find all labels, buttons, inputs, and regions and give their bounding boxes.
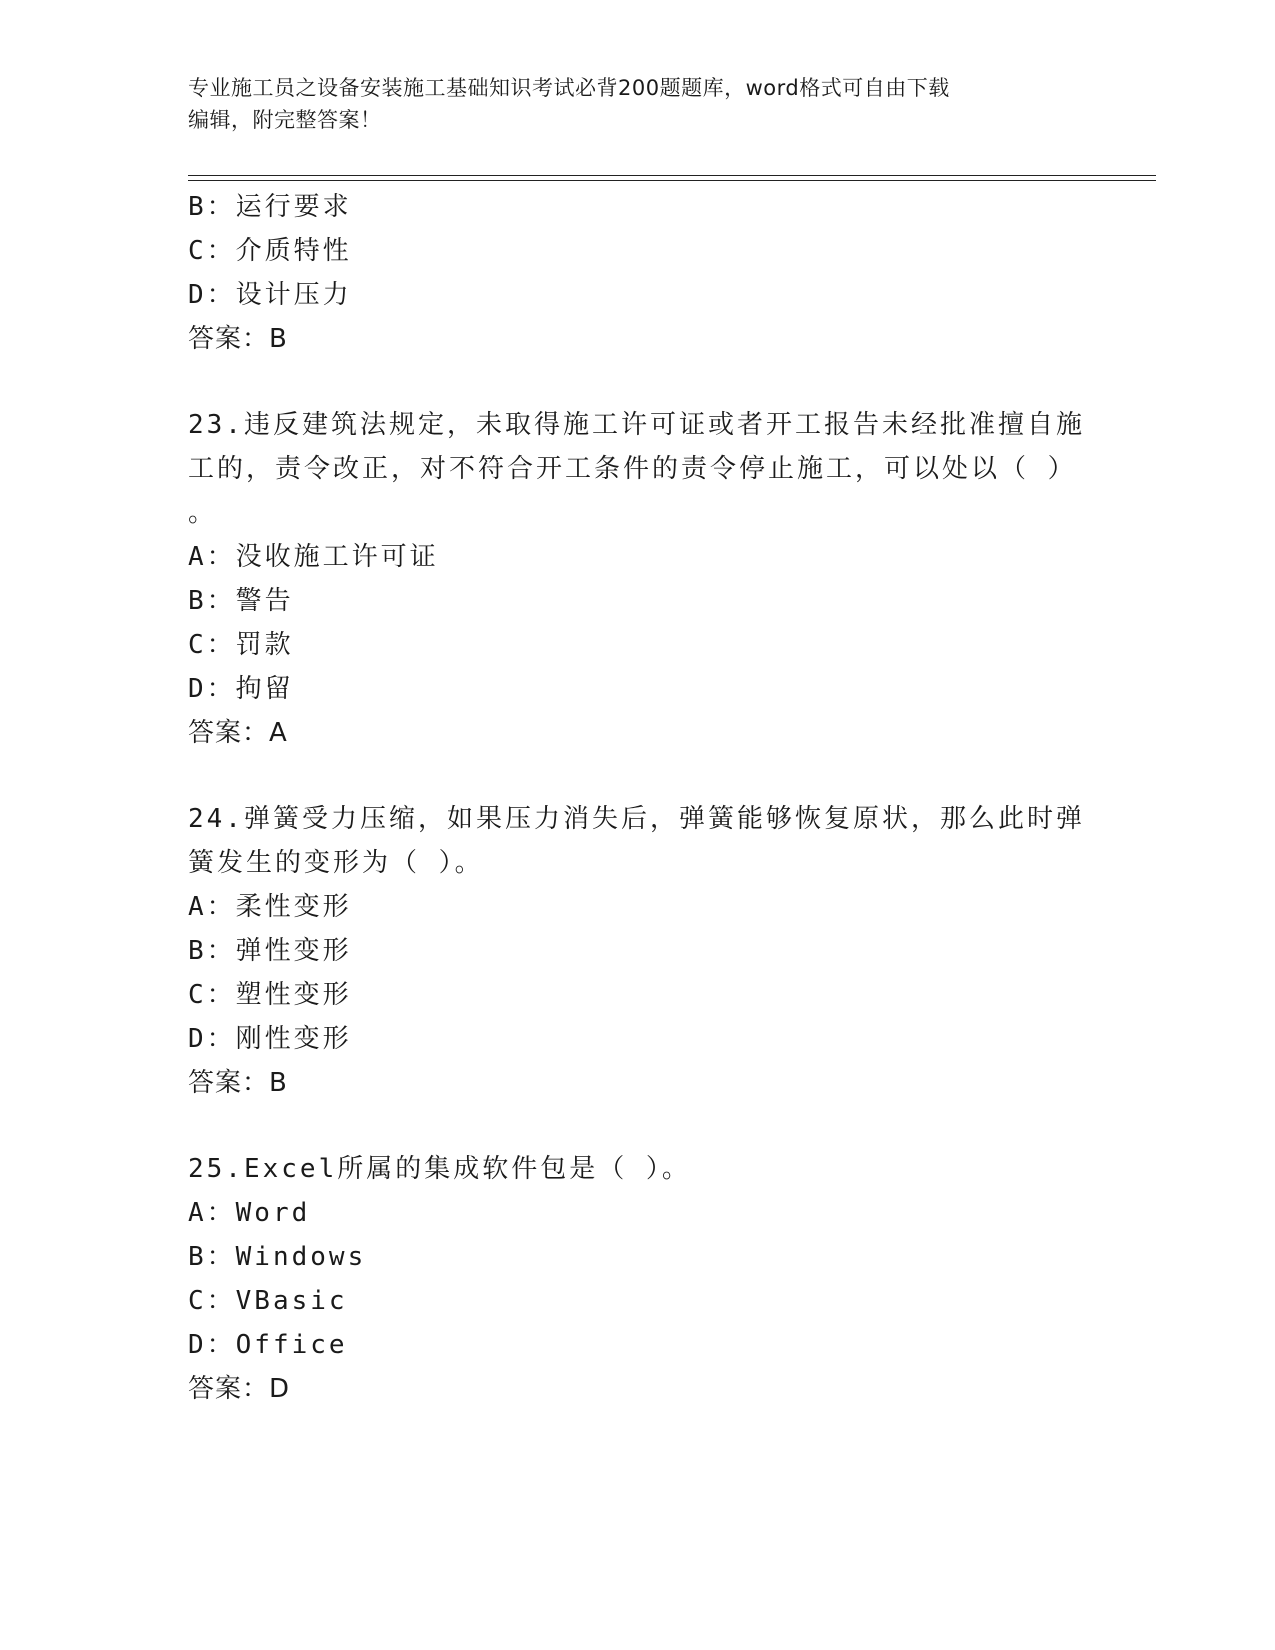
question-stem-line-2: 簧发生的变形为（ ）。	[188, 848, 484, 878]
option-d: D：设计压力	[188, 280, 352, 310]
option-b: B：警告	[188, 586, 294, 616]
header-divider-top	[188, 175, 1156, 176]
answer: 答案：B	[188, 324, 288, 354]
option-a: A：Word	[188, 1198, 311, 1228]
option-a: A：没收施工许可证	[188, 542, 439, 572]
option-c: C：塑性变形	[188, 980, 352, 1010]
option-c: C：罚款	[188, 630, 294, 660]
option-c: C：介质特性	[188, 236, 352, 266]
question-stem-line-1: 23.违反建筑法规定，未取得施工许可证或者开工报告未经批准擅自施	[188, 410, 1085, 440]
option-d: D：刚性变形	[188, 1024, 352, 1054]
answer: 答案：B	[188, 1068, 288, 1098]
answer: 答案：D	[188, 1374, 291, 1404]
question-stem-line-2: 工的，责令改正，对不符合开工条件的责令停止施工，可以处以（ ）	[188, 454, 1077, 484]
question-stem-line-1: 24.弹簧受力压缩，如果压力消失后，弹簧能够恢复原状，那么此时弹	[188, 804, 1085, 834]
header-title-line-2: 编辑，附完整答案！	[188, 108, 382, 132]
option-a: A：柔性变形	[188, 892, 352, 922]
option-b: B：运行要求	[188, 192, 352, 222]
header-divider-bottom	[188, 180, 1156, 181]
option-d: D：拘留	[188, 674, 294, 704]
option-b: B：Windows	[188, 1242, 367, 1272]
option-d: D：Office	[188, 1330, 348, 1360]
option-b: B：弹性变形	[188, 936, 352, 966]
question-stem-line-1: 25.Excel所属的集成软件包是（ ）。	[188, 1154, 691, 1184]
header-title-line-1: 专业施工员之设备安装施工基础知识考试必背200题题库，word格式可自由下载	[188, 76, 950, 100]
answer: 答案：A	[188, 718, 288, 748]
question-stem-line-3: 。	[188, 498, 218, 528]
option-c: C：VBasic	[188, 1286, 348, 1316]
